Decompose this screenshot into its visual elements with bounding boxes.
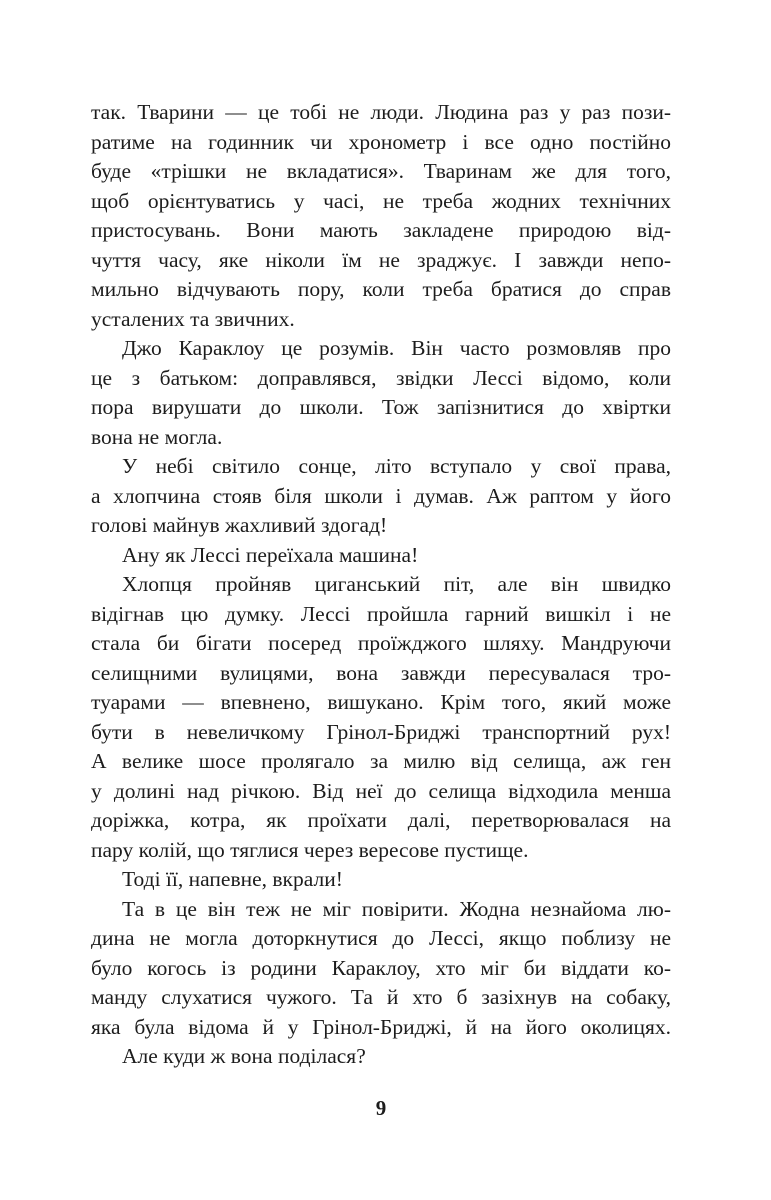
text-line: стала би бігати посеред проїжджого шляху. Мандруючи bbox=[91, 631, 671, 655]
text-line: Тоді її, напевне, вкрали! bbox=[122, 867, 343, 891]
text-line: туарами — впевнено, вишукано. Крім того, який може bbox=[91, 690, 671, 714]
text-line: бути в невеличкому Грінол-Бриджі транспортний рух! bbox=[91, 719, 671, 744]
text-line: щоб орієнтуватись у часі, не треба жодних технічних bbox=[91, 188, 671, 213]
text-line: доріжка, котра, як проїхати далі, перетворювалася на bbox=[91, 808, 671, 832]
text-line: А велике шосе пролягало за милю від селища, аж ген bbox=[91, 749, 671, 773]
text-line: голові майнув жахливий здогад! bbox=[91, 513, 388, 537]
text-line: селищними вулицями, вона завжди пересувалася тро- bbox=[91, 660, 671, 685]
text-line: дина не могла доторкнутися до Лессі, якщо поблизу не bbox=[91, 926, 671, 950]
text-line: Але куди ж вона поділася? bbox=[122, 1044, 366, 1068]
text-line: це з батьком: доправлявся, звідки Лессі відомо, коли bbox=[91, 365, 671, 390]
text-line: усталених та звичних. bbox=[91, 306, 295, 331]
page-number: 9 bbox=[375, 1096, 387, 1120]
text-line: вона не могла. bbox=[91, 424, 223, 449]
text-line: так. Тварини — це тобі не люди. Людина раз у раз пози- bbox=[91, 100, 671, 124]
text-line: було когось із родини Караклоу, хто міг би віддати ко- bbox=[91, 955, 671, 980]
text-line: мильно відчувають пору, коли треба братися до справ bbox=[91, 277, 671, 301]
text-line: у долині над річкою. Від неї до селища відходила менша bbox=[91, 778, 671, 803]
text-line: Джо Караклоу це розумів. Він часто розмовляв про bbox=[122, 336, 671, 360]
text-line: яка була відома й у Грінол-Бриджі, й на його околицях. bbox=[91, 1014, 671, 1039]
text-line: ратиме на годинник чи хронометр і все одно постійно bbox=[91, 129, 671, 154]
text-line: Ану як Лессі переїхала машина! bbox=[122, 542, 419, 567]
text-line: У небі світило сонце, літо вступало у свої права, bbox=[122, 454, 671, 478]
text-line: Хлопця пройняв циганський піт, але він швидко bbox=[122, 572, 671, 596]
text-line: пару колій, що тяглися через вересове пустище. bbox=[91, 837, 529, 862]
text-line: манду слухатися чужого. Та й хто б зазіхнув на собаку, bbox=[91, 985, 671, 1009]
text-line: пристосувань. Вони мають закладене природою від- bbox=[91, 218, 671, 242]
text-line: буде «трішки не вкладатися». Тваринам же для того, bbox=[91, 159, 671, 183]
text-line: чуття часу, яке ніколи їм не зраджує. І завжди непо- bbox=[91, 247, 671, 272]
text-line: а хлопчина стояв біля школи і думав. Аж раптом у його bbox=[91, 483, 671, 508]
text-line: пора вирушати до школи. Тож запізнитися до хвіртки bbox=[91, 395, 671, 419]
text-block bbox=[91, 98, 671, 1072]
text-line: відігнав цю думку. Лессі пройшла гарний вишкіл і не bbox=[91, 601, 671, 626]
text-line: Та в це він теж не міг повірити. Жодна незнайома лю- bbox=[122, 896, 671, 921]
